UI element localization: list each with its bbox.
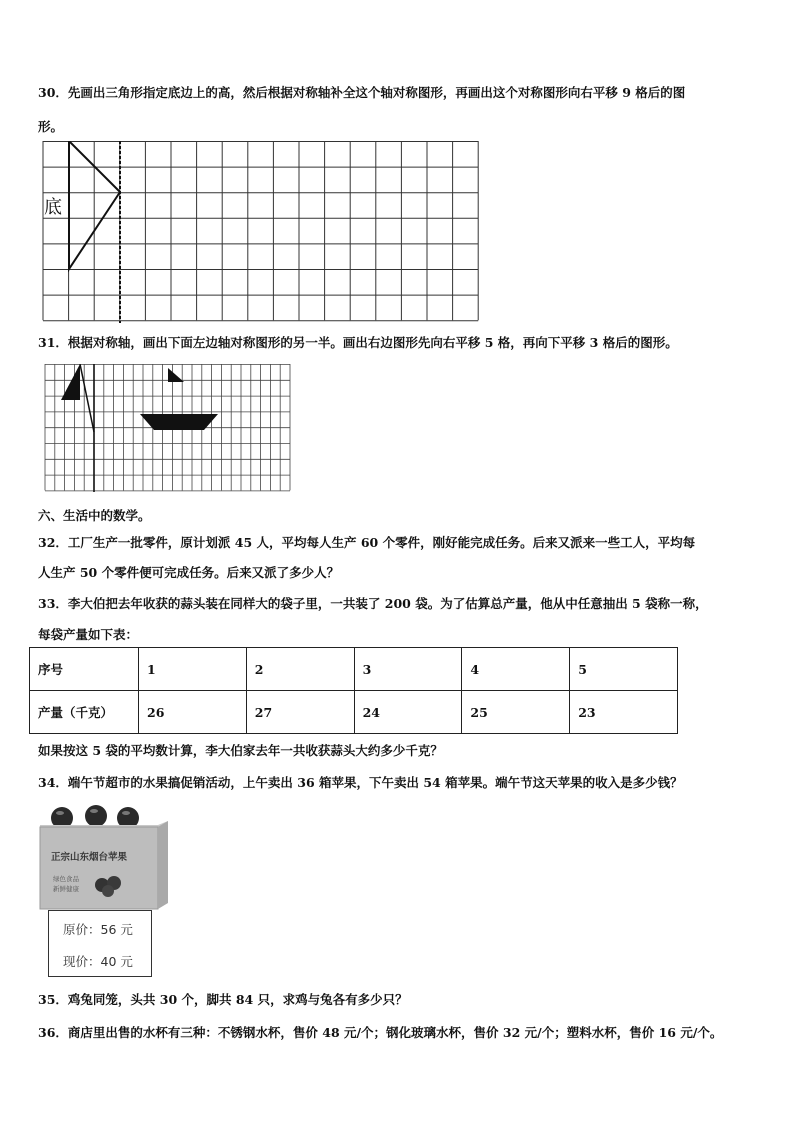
q36-text: 36．商店里出售的水杯有三种：不锈钢水杯，售价 48 元/个；钢化玻璃水杯，售价 32 元/个；塑料水杯，售价 16 元/个。 xyxy=(38,1025,723,1040)
section6-title: 六、生活中的数学。 xyxy=(38,508,151,523)
table-cell: 3 xyxy=(354,648,462,691)
q30-grid-figure xyxy=(42,141,482,325)
apple-icon xyxy=(85,805,107,827)
apple-icon xyxy=(102,885,114,897)
table-cell: 27 xyxy=(246,691,354,734)
q30-base-label: 底 xyxy=(44,197,62,218)
table-row xyxy=(30,691,678,734)
table-cell: 1 xyxy=(139,648,247,691)
q33-text-line2: 每袋产量如下表： xyxy=(38,627,139,642)
q31-small-triangle xyxy=(168,368,184,382)
q33-text-line1: 33．李大伯把去年收获的蒜头装在同样大的袋子里，一共装了 200 袋。为了估算总产量，他从中任意抽出 5 袋称一称， xyxy=(38,596,708,611)
q34-box-slogan1: 绿色食品 xyxy=(53,875,79,883)
q32-text-line1: 32．工厂生产一批零件，原计划派 45 人，平均每人生产 60 个零件，刚好能完成任务。后来又派来一些工人，平均每 xyxy=(38,535,696,550)
q34-price-box xyxy=(48,910,152,977)
q35-text: 35．鸡兔同笼，头共 30 个，脚共 84 只，求鸡与兔各有多少只？ xyxy=(38,992,408,1007)
table-cell: 23 xyxy=(570,691,678,734)
q31-text: 31．根据对称轴，画出下面左边轴对称图形的另一半。画出右边图形先向右平移 5 格，再向下平移 3 格后的图形。 xyxy=(38,335,678,350)
q31-left-half-shape xyxy=(61,364,80,400)
q32-text-line2: 人生产 50 个零件便可完成任务。后来又派了多少人？ xyxy=(38,565,340,580)
q34-box-slogan2: 新鲜健康 xyxy=(53,885,79,893)
table-cell: 25 xyxy=(462,691,570,734)
table-cell: 产量（千克） xyxy=(30,691,139,734)
q34-original-price: 原价：56 元 xyxy=(63,922,133,937)
q30-text-line1: 30．先画出三角形指定底边上的高，然后根据对称轴补全这个轴对称图形，再画出这个对称图形向右平移 9 格后的图 xyxy=(38,85,686,100)
table-cell: 4 xyxy=(462,648,570,691)
q34-text: 34．端午节超市的水果搞促销活动，上午卖出 36 箱苹果，下午卖出 54 箱苹果。端午节这天苹果的收入是多少钱？ xyxy=(38,775,683,790)
table-row xyxy=(30,648,678,691)
table-cell: 2 xyxy=(246,648,354,691)
q34-current-price: 现价：40 元 xyxy=(63,954,133,969)
q33-production-table xyxy=(29,647,678,734)
q34-apple-box-image xyxy=(38,803,170,911)
q33-text-line3: 如果按这 5 袋的平均数计算，李大伯家去年一共收获蒜头大约多少千克？ xyxy=(38,743,443,758)
q34-box-brand: 正宗山东烟台苹果 xyxy=(51,852,128,863)
table-cell: 24 xyxy=(354,691,462,734)
q30-text-line2: 形。 xyxy=(38,119,64,134)
table-cell: 5 xyxy=(570,648,678,691)
q31-grid-figure xyxy=(44,364,296,494)
table-cell: 26 xyxy=(139,691,247,734)
table-cell: 序号 xyxy=(30,648,139,691)
q31-left-shape-line xyxy=(80,364,94,432)
